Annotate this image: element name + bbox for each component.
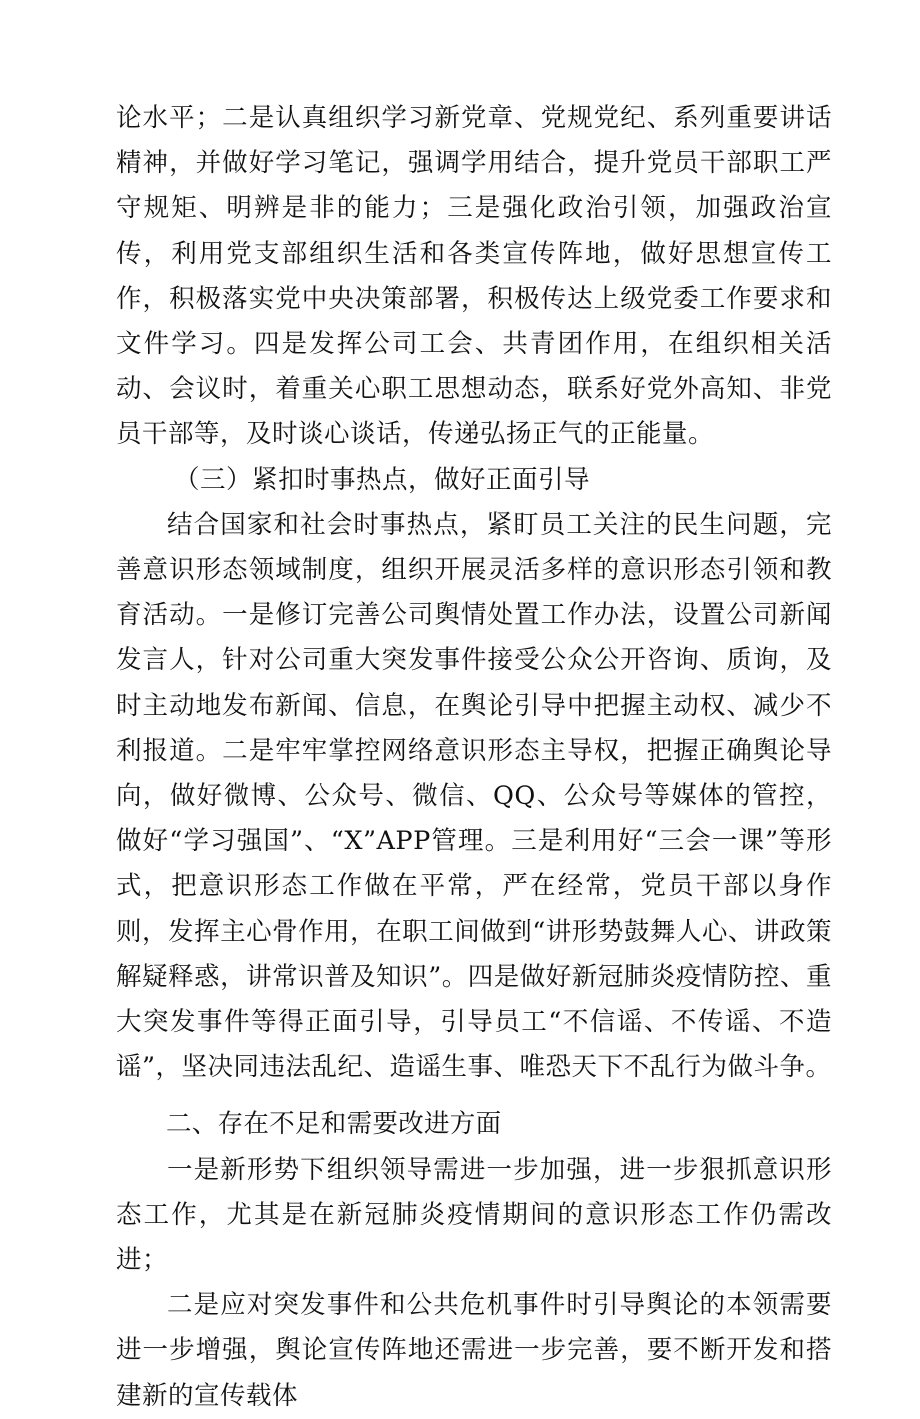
document-body <box>116 96 832 1419</box>
paragraph-current-events: 结合国家和社会时事热点，紧盯员工关注的民生问题，完善意识形态领域制度，组织开展灵活多样的意识形态引领和教育活动。一是修订完善公司舆情处置工作办法，设置公司新闻发言人，针对公司重大突发事件接受公众公开咨询、质询，及时主动地发布新闻、信息，在舆论引导中把握主动权、减少不利报道。二是牢牢掌控网络意识形态主导权，把握正确舆论导向，做好微博、公众号、微信、QQ、公众号等媒体的管控，做好“学习强国”、“X”APP管理。三是利用好“三会一课”等形式，把意识形态工作做在平常，严在经常，党员干部以身作则，发挥主心骨作用，在职工间做到“讲形势鼓舞人心、讲政策解疑释惑，讲常识普及知识”。四是做好新冠肺炎疫情防控、重大突发事件等得正面引导，引导员工“不信谣、不传谣、不造谣”，坚决同违法乱纪、造谣生事、唯恐天下不乱行为做斗争。 <box>116 509 832 1083</box>
paragraph-continuation: 论水平；二是认真组织学习新党章、党规党纪、系列重要讲话精神，并做好学习笔记，强调学用结合，提升党员干部职工严守规矩、明辨是非的能力；三是强化政治引领，加强政治宣传，利用党支部组织生活和各类宣传阵地，做好思想宣传工作，积极落实党中央决策部署，积极传达上级党委工作要求和文件学习。四是发挥公司工会、共青团作用，在组织相关活动、会议时，着重关心职工思想动态，联系好党外高知、非党员干部等，及时谈心谈话，传递弘扬正气的正能量。 <box>116 103 832 450</box>
section-heading-two: 二、存在不足和需要改进方面 <box>166 1109 502 1140</box>
paragraph-shortcoming-one: 一是新形势下组织领导需进一步加强，进一步狠抓意识形态工作，尤其是在新冠肺炎疫情期间的意识形态工作仍需改进； <box>116 1154 832 1276</box>
paragraph-shortcoming-two: 二是应对突发事件和公共危机事件时引导舆论的本领需要进一步增强，舆论宣传阵地还需进一步完善，要不断开发和搭建新的宣传载体 <box>116 1290 832 1411</box>
subheading-three: （三）紧扣时事热点，做好正面引导 <box>174 464 591 495</box>
